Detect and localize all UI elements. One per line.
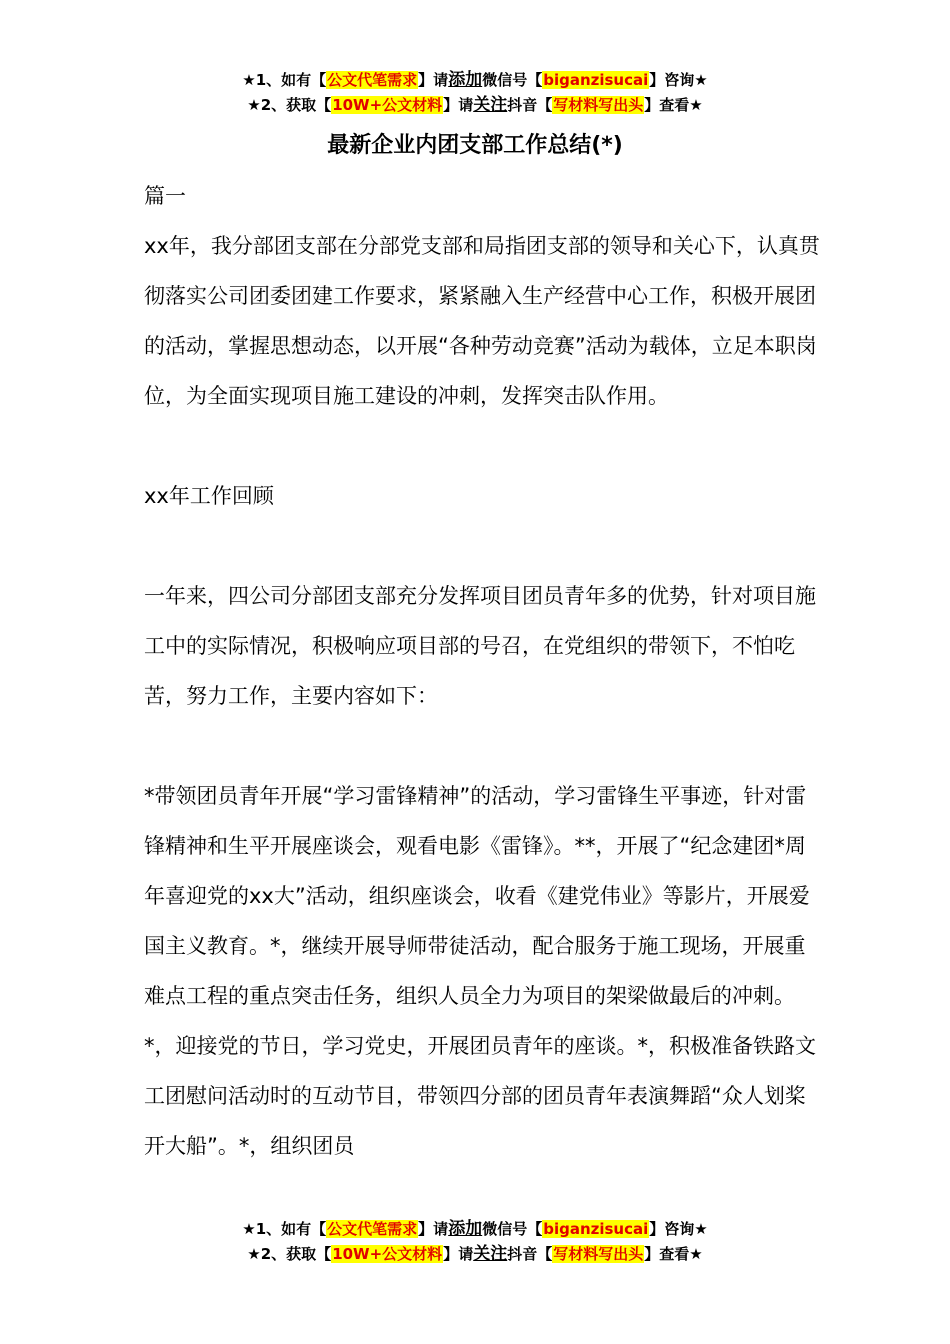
banner-line-2: ★2、获取【10W+公文材料】请关注抖音【写材料写出头】查看★ (247, 1244, 703, 1264)
section-heading: xx年工作回顾 (144, 484, 274, 508)
banner-highlight: 公文代笔需求 (327, 1220, 418, 1238)
banner-line-2: ★2、获取【10W+公文材料】请关注抖音【写材料写出头】查看★ (247, 95, 703, 115)
banner-highlight: 10W+公文材料 (332, 96, 443, 114)
paragraph: xx年，我分部团支部在分部党支部和局指团支部的领导和关心下，认真贯彻落实公司团委团建工作要求，紧紧融入生产经营中心工作，积极开展团的活动，掌握思想动态，以开展“各种劳动竞赛”活动为载体，立足本职岗位，为全面实现项目施工建设的冲刺，发挥突击队作用。 (144, 234, 820, 408)
top-banner (0, 68, 950, 118)
banner-highlight: 10W+公文材料 (332, 1245, 443, 1263)
banner-line-1: ★1、如有【公文代笔需求】请添加微信号【biganzisucai】咨询★ (242, 70, 708, 90)
section-label: 篇一 (144, 184, 186, 208)
banner-highlight: 写材料写出头 (553, 96, 644, 114)
paragraph: 一年来，四公司分部团支部充分发挥项目团员青年多的优势，针对项目施工中的实际情况，积极响应项目部的号召，在党组织的带领下，不怕吃苦，努力工作，主要内容如下： (144, 584, 816, 708)
banner-highlight: biganzisucai (543, 1220, 649, 1238)
banner-highlight: biganzisucai (543, 71, 649, 89)
bottom-banner (0, 1217, 950, 1267)
document-title: 最新企业内团支部工作总结(*) (327, 133, 623, 158)
banner-highlight: 写材料写出头 (553, 1245, 644, 1263)
banner-line-1: ★1、如有【公文代笔需求】请添加微信号【biganzisucai】咨询★ (242, 1219, 708, 1239)
paragraph: *带领团员青年开展“学习雷锋精神”的活动，学习雷锋生平事迹，针对雷锋精神和生平开展座谈会，观看电影《雷锋》。**，开展了“纪念建团*周年喜迎党的xx大”活动，组织座谈会，收看《建党伟业》等影片，开展爱国主义教育。*，继续开展导师带徒活动，配合服务于施工现场，开展重难点工程的重点突击任务，组织人员全力为项目的架梁做最后的冲刺。*，迎接党的节日，学习党史，开展团员青年的座谈。*，积极准备铁路文工团慰问活动时的互动节目，带领四分部的团员青年表演舞蹈“众人划桨开大船”。*，组织团员 (144, 784, 816, 1158)
banner-highlight: 公文代笔需求 (327, 71, 418, 89)
document-body (144, 171, 824, 1171)
